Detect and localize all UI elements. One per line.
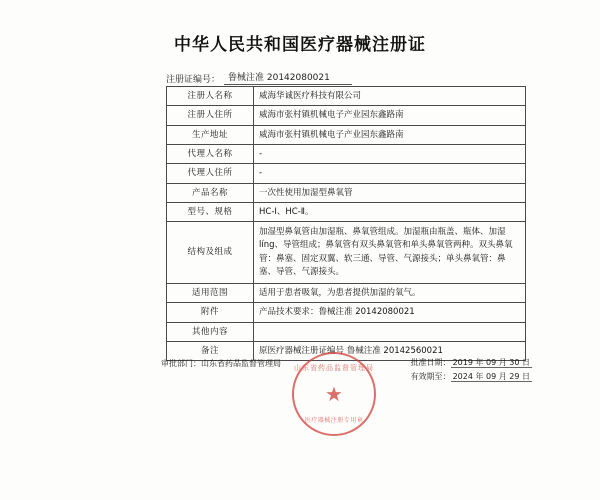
approval-authority-value: 山东省药品监督管理局 [201,359,281,368]
issue-date-value: 2019 年 09 月 30 日 [452,358,530,367]
row-label: 代理人住所 [167,164,254,183]
table-row [167,202,526,221]
page-title: 中华人民共和国医疗器械注册证 [174,35,426,55]
approval-authority [161,358,281,369]
row-value: 威海市张村镇机械电子产业园东鑫路南 [254,106,526,125]
row-value: 威海华诚医疗科技有限公司 [254,87,526,106]
row-label: 注册人住所 [167,106,254,125]
row-value: 产品技术要求：鲁械注准 20142080021 [254,303,526,322]
registration-details-table [166,86,526,361]
table-row [167,125,526,144]
registration-number-value: 鲁械注准 20142080021 [224,70,352,85]
row-value: 威海市张村镇机械电子产业园东鑫路南 [254,125,526,144]
valid-until-label: 有效期至： [410,371,451,381]
row-value: - [254,144,526,163]
row-label: 型号、规格 [167,202,254,221]
seal-top-text: 山东省药品监督管理局 [294,364,374,372]
table-row [167,222,526,284]
valid-until-value: 2024 年 09 月 29 日 [452,371,530,381]
row-value: 一次性使用加湿型鼻氧管 [254,183,526,202]
registration-number-label: 注册证编号： [166,75,221,85]
valid-until [411,370,532,384]
row-value: HC-Ⅰ、HC-Ⅱ。 [254,202,526,221]
row-label: 代理人名称 [167,144,254,163]
row-value: 加湿型鼻氧管由加湿瓶、鼻氧管组成。加湿瓶由瓶盖、瓶体、加湿líng、导管组成；鼻氧管有双头鼻氧管和单头鼻氧管两种。双头鼻氧管：鼻塞、固定双翼、软三通、导管、气源接头；单头鼻氧管：鼻塞、导管、气源接头。 [254,222,526,284]
row-value [254,322,526,341]
row-value: - [254,164,526,183]
table-row [167,144,526,163]
issue-date [411,356,532,370]
table-row [167,322,526,341]
row-label: 注册人名称 [167,87,254,106]
row-value: 适用于患者吸氧，为患者提供加湿的氧气。 [254,283,526,302]
row-label: 备注 [167,341,254,360]
registration-number [166,70,352,85]
row-label: 生产地址 [167,125,254,144]
table-row [167,164,526,183]
dates-block [411,356,532,383]
row-value: 原医疗器械注册证编号 鲁械注准 20142560021 [254,341,526,360]
table-row [167,106,526,125]
approval-authority-label: 审批部门： [161,359,201,368]
table-row [167,87,526,106]
row-label: 附件 [167,303,254,322]
row-label: 结构及组成 [167,222,254,284]
row-label: 产品名称 [167,183,254,202]
official-seal-icon [292,352,376,436]
seal-star-icon: ★ [325,382,343,406]
table-row [167,283,526,302]
seal-bottom-text: 医疗器械注册专用章 [304,417,364,424]
issue-date-label: 批准日期： [410,358,451,367]
table-row [167,303,526,322]
row-label: 适用范围 [167,283,254,302]
table-row [167,183,526,202]
row-label: 其他内容 [167,322,254,341]
